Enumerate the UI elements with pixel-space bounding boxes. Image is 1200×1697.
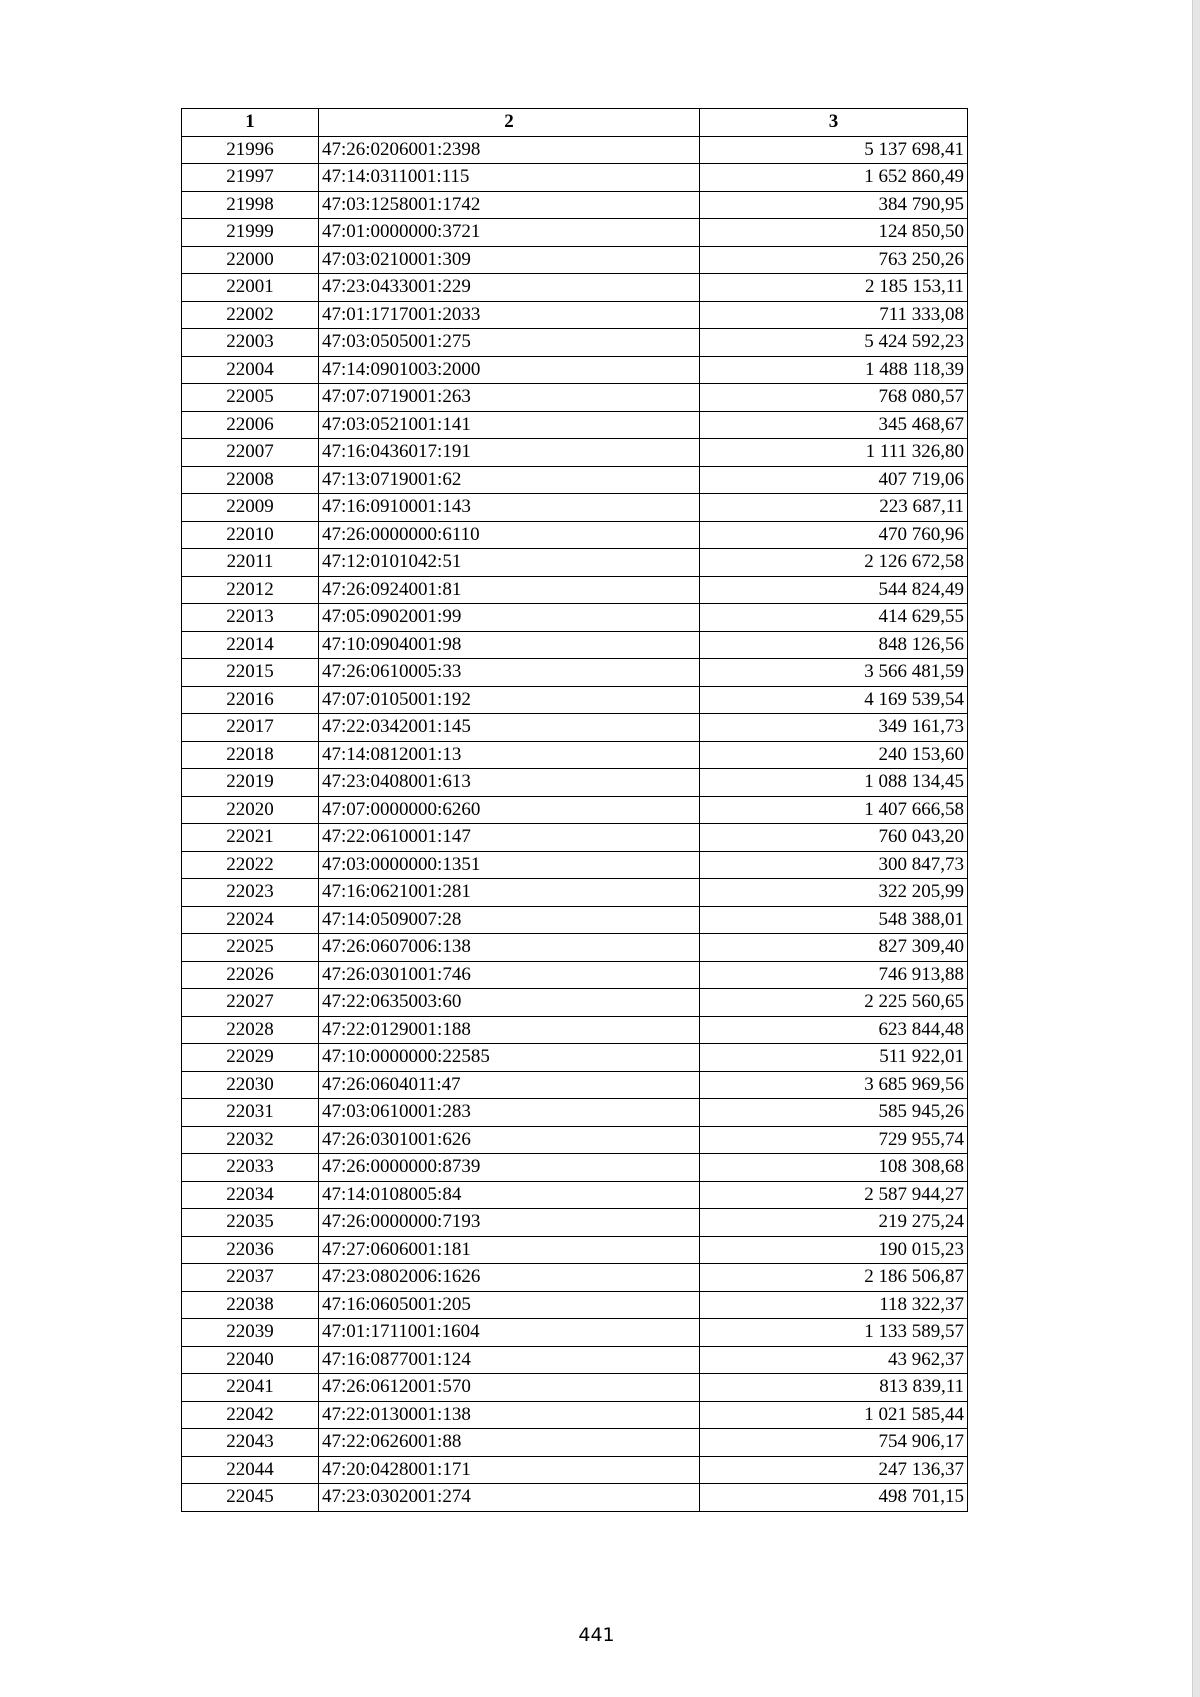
value-cell: 1 111 326,80 [700,439,968,467]
row-number-cell: 22024 [182,906,319,934]
cadastral-number-cell: 47:27:0606001:181 [319,1236,700,1264]
table-row [182,246,968,274]
value-cell: 2 126 672,58 [700,549,968,577]
row-number-cell: 22001 [182,274,319,302]
table-header-row [182,109,968,137]
cadastral-number-cell: 47:26:0610005:33 [319,659,700,687]
value-cell: 345 468,67 [700,411,968,439]
cadastral-number-cell: 47:16:0621001:281 [319,879,700,907]
cadastral-number-cell: 47:03:0521001:141 [319,411,700,439]
cadastral-number-cell: 47:01:1717001:2033 [319,301,700,329]
value-cell: 407 719,06 [700,466,968,494]
table-row [182,1209,968,1237]
cadastral-number-cell: 47:14:0108005:84 [319,1181,700,1209]
column-header-2: 2 [319,109,700,137]
table-row [182,1154,968,1182]
row-number-cell: 22023 [182,879,319,907]
value-cell: 1 488 118,39 [700,356,968,384]
cadastral-number-cell: 47:07:0719001:263 [319,384,700,412]
table-row [182,934,968,962]
row-number-cell: 22034 [182,1181,319,1209]
cadastral-number-cell: 47:20:0428001:171 [319,1456,700,1484]
row-number-cell: 22008 [182,466,319,494]
row-number-cell: 21999 [182,219,319,247]
value-cell: 190 015,23 [700,1236,968,1264]
row-number-cell: 22029 [182,1044,319,1072]
table-row [182,1319,968,1347]
value-cell: 3 685 969,56 [700,1071,968,1099]
table-row [182,549,968,577]
value-cell: 754 906,17 [700,1429,968,1457]
value-cell: 1 407 666,58 [700,796,968,824]
table-row [182,1236,968,1264]
row-number-cell: 22035 [182,1209,319,1237]
cadastral-number-cell: 47:23:0802006:1626 [319,1264,700,1292]
cadastral-number-cell: 47:22:0626001:88 [319,1429,700,1457]
row-number-cell: 22045 [182,1484,319,1512]
cadastral-number-cell: 47:23:0302001:274 [319,1484,700,1512]
cadastral-number-cell: 47:12:0101042:51 [319,549,700,577]
row-number-cell: 22027 [182,989,319,1017]
row-number-cell: 22012 [182,576,319,604]
value-cell: 548 388,01 [700,906,968,934]
table-row [182,741,968,769]
value-cell: 384 790,95 [700,191,968,219]
value-cell: 544 824,49 [700,576,968,604]
table-row [182,1181,968,1209]
row-number-cell: 22031 [182,1099,319,1127]
value-cell: 711 333,08 [700,301,968,329]
row-number-cell: 22011 [182,549,319,577]
value-cell: 760 043,20 [700,824,968,852]
value-cell: 1 021 585,44 [700,1401,968,1429]
cadastral-number-cell: 47:16:0605001:205 [319,1291,700,1319]
column-header-3: 3 [700,109,968,137]
page-number: 441 [578,1624,615,1646]
row-number-cell: 22007 [182,439,319,467]
value-cell: 585 945,26 [700,1099,968,1127]
value-cell: 247 136,37 [700,1456,968,1484]
cadastral-number-cell: 47:03:0210001:309 [319,246,700,274]
table-row [182,1429,968,1457]
value-cell: 2 225 560,65 [700,989,968,1017]
table-row [182,631,968,659]
row-number-cell: 22041 [182,1374,319,1402]
cadastral-number-cell: 47:26:0000000:7193 [319,1209,700,1237]
value-cell: 414 629,55 [700,604,968,632]
cadastral-number-cell: 47:26:0206001:2398 [319,136,700,164]
row-number-cell: 22039 [182,1319,319,1347]
cadastral-number-cell: 47:10:0904001:98 [319,631,700,659]
table-row [182,356,968,384]
table-row [182,411,968,439]
table-row [182,1291,968,1319]
table-row [182,906,968,934]
cadastral-number-cell: 47:22:0130001:138 [319,1401,700,1429]
row-number-cell: 22020 [182,796,319,824]
value-cell: 322 205,99 [700,879,968,907]
row-number-cell: 22037 [182,1264,319,1292]
table-row [182,796,968,824]
table-row [182,329,968,357]
cadastral-number-cell: 47:22:0610001:147 [319,824,700,852]
value-cell: 124 850,50 [700,219,968,247]
page-edge [1192,0,1200,1697]
row-number-cell: 22003 [182,329,319,357]
cadastral-number-cell: 47:03:1258001:1742 [319,191,700,219]
cadastral-number-cell: 47:26:0924001:81 [319,576,700,604]
row-number-cell: 22000 [182,246,319,274]
cadastral-number-cell: 47:01:1711001:1604 [319,1319,700,1347]
cadastral-number-cell: 47:10:0000000:22585 [319,1044,700,1072]
value-cell: 623 844,48 [700,1016,968,1044]
cadastral-number-cell: 47:16:0877001:124 [319,1346,700,1374]
cadastral-number-cell: 47:26:0000000:8739 [319,1154,700,1182]
cadastral-number-cell: 47:26:0604011:47 [319,1071,700,1099]
value-cell: 2 186 506,87 [700,1264,968,1292]
cadastral-number-cell: 47:26:0000000:6110 [319,521,700,549]
value-cell: 240 153,60 [700,741,968,769]
table-row [182,219,968,247]
value-cell: 827 309,40 [700,934,968,962]
row-number-cell: 22016 [182,686,319,714]
row-number-cell: 21996 [182,136,319,164]
cadastral-number-cell: 47:22:0129001:188 [319,1016,700,1044]
value-cell: 848 126,56 [700,631,968,659]
cadastral-number-cell: 47:01:0000000:3721 [319,219,700,247]
value-cell: 2 185 153,11 [700,274,968,302]
row-number-cell: 22005 [182,384,319,412]
table-row [182,1456,968,1484]
cadastral-number-cell: 47:07:0000000:6260 [319,796,700,824]
cadastral-number-cell: 47:26:0607006:138 [319,934,700,962]
table-row [182,1044,968,1072]
table-row [182,1071,968,1099]
value-cell: 219 275,24 [700,1209,968,1237]
row-number-cell: 22018 [182,741,319,769]
table-row [182,1346,968,1374]
table-row [182,659,968,687]
value-cell: 498 701,15 [700,1484,968,1512]
cadastral-number-cell: 47:23:0433001:229 [319,274,700,302]
cadastral-number-cell: 47:13:0719001:62 [319,466,700,494]
table-row [182,1484,968,1512]
table-row [182,164,968,192]
row-number-cell: 22026 [182,961,319,989]
cadastral-number-cell: 47:07:0105001:192 [319,686,700,714]
table-row [182,686,968,714]
value-cell: 349 161,73 [700,714,968,742]
value-cell: 470 760,96 [700,521,968,549]
value-cell: 5 137 698,41 [700,136,968,164]
column-header-1: 1 [182,109,319,137]
row-number-cell: 22044 [182,1456,319,1484]
cadastral-number-cell: 47:26:0612001:570 [319,1374,700,1402]
table-row [182,1401,968,1429]
cadastral-number-cell: 47:03:0505001:275 [319,329,700,357]
value-cell: 746 913,88 [700,961,968,989]
value-cell: 763 250,26 [700,246,968,274]
value-cell: 2 587 944,27 [700,1181,968,1209]
row-number-cell: 22013 [182,604,319,632]
row-number-cell: 22038 [182,1291,319,1319]
row-number-cell: 22028 [182,1016,319,1044]
table-row [182,521,968,549]
table-row [182,769,968,797]
table-row [182,1016,968,1044]
cadastral-number-cell: 47:26:0301001:746 [319,961,700,989]
row-number-cell: 22033 [182,1154,319,1182]
row-number-cell: 22043 [182,1429,319,1457]
cadastral-value-table [181,108,968,1512]
cadastral-number-cell: 47:14:0901003:2000 [319,356,700,384]
row-number-cell: 22019 [182,769,319,797]
table-row [182,961,968,989]
row-number-cell: 22002 [182,301,319,329]
table-row [182,604,968,632]
cadastral-number-cell: 47:16:0436017:191 [319,439,700,467]
row-number-cell: 22014 [182,631,319,659]
table-row [182,1264,968,1292]
row-number-cell: 21998 [182,191,319,219]
row-number-cell: 22010 [182,521,319,549]
row-number-cell: 22022 [182,851,319,879]
value-cell: 1 088 134,45 [700,769,968,797]
row-number-cell: 22036 [182,1236,319,1264]
table-row [182,989,968,1017]
cadastral-number-cell: 47:03:0610001:283 [319,1099,700,1127]
value-cell: 43 962,37 [700,1346,968,1374]
value-cell: 729 955,74 [700,1126,968,1154]
value-cell: 5 424 592,23 [700,329,968,357]
cadastral-number-cell: 47:26:0301001:626 [319,1126,700,1154]
value-cell: 3 566 481,59 [700,659,968,687]
table-row [182,714,968,742]
table-row [182,1374,968,1402]
table-row [182,824,968,852]
table-row [182,851,968,879]
cadastral-number-cell: 47:14:0311001:115 [319,164,700,192]
table-row [182,439,968,467]
value-cell: 300 847,73 [700,851,968,879]
table-row [182,274,968,302]
row-number-cell: 22032 [182,1126,319,1154]
value-cell: 511 922,01 [700,1044,968,1072]
row-number-cell: 22042 [182,1401,319,1429]
table-row [182,466,968,494]
row-number-cell: 22004 [182,356,319,384]
cadastral-number-cell: 47:03:0000000:1351 [319,851,700,879]
row-number-cell: 22017 [182,714,319,742]
cadastral-number-cell: 47:16:0910001:143 [319,494,700,522]
table-row [182,384,968,412]
value-cell: 813 839,11 [700,1374,968,1402]
table-row [182,301,968,329]
cadastral-number-cell: 47:23:0408001:613 [319,769,700,797]
table-row [182,136,968,164]
value-cell: 223 687,11 [700,494,968,522]
row-number-cell: 22006 [182,411,319,439]
table-row [182,1126,968,1154]
cadastral-number-cell: 47:14:0509007:28 [319,906,700,934]
row-number-cell: 22030 [182,1071,319,1099]
value-cell: 118 322,37 [700,1291,968,1319]
value-cell: 108 308,68 [700,1154,968,1182]
row-number-cell: 22021 [182,824,319,852]
cadastral-number-cell: 47:22:0342001:145 [319,714,700,742]
value-cell: 4 169 539,54 [700,686,968,714]
table-row [182,191,968,219]
table-row [182,494,968,522]
row-number-cell: 22015 [182,659,319,687]
table-row [182,576,968,604]
value-cell: 1 133 589,57 [700,1319,968,1347]
table-body [182,136,968,1511]
value-cell: 768 080,57 [700,384,968,412]
cadastral-number-cell: 47:14:0812001:13 [319,741,700,769]
table-row [182,1099,968,1127]
row-number-cell: 22009 [182,494,319,522]
row-number-cell: 21997 [182,164,319,192]
cadastral-number-cell: 47:05:0902001:99 [319,604,700,632]
cadastral-number-cell: 47:22:0635003:60 [319,989,700,1017]
row-number-cell: 22025 [182,934,319,962]
table-row [182,879,968,907]
value-cell: 1 652 860,49 [700,164,968,192]
row-number-cell: 22040 [182,1346,319,1374]
